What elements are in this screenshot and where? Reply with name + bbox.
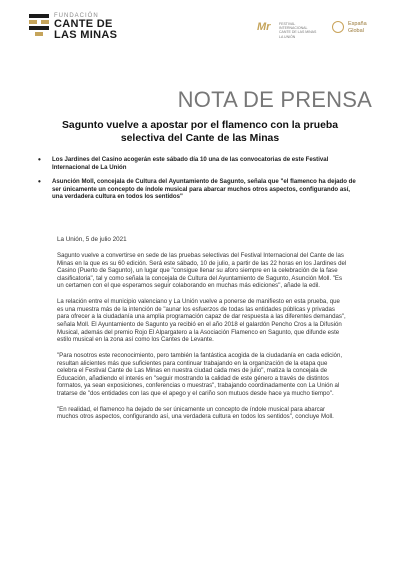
body-paragraph: "En realidad, el flamenco ha dejado de ser únicamente un concepto de índole musical para abarcar muchos otros aspectos, configurando así, una verdadera cultura en todos los sentidos", concluye Moll. <box>57 405 334 421</box>
logo-big-text-2: LAS MINAS <box>54 29 118 41</box>
festival-logo-line: LA UNIÓN <box>279 34 296 39</box>
body-paragraph: "Para nosotros este reconocimiento, pero también la fantástica acogida de la ciudadanía en cada edición, resultan alicientes más que suficientes para continuar trabajando en la organización de la etapa que celebra el Festival Cante de Las Minas en nuestra ciudad cada mes de julio", matiza la concejala de Educación, añadiendo el interés en "seguir mostrando la calidad de este género a través de distintos formatos, ya sean exposiciones, conferencias o muestras", trabajando coordinadamente con La Unión al tratarse de "dos entidades con las que el apego y el cariño son mutuos desde hace ya mucho tiempo". <box>57 351 343 397</box>
espana-global-line: España <box>348 21 367 27</box>
festival-logo-icon: Mr <box>257 21 271 33</box>
festival-logo-line: CANTE DE LAS MINAS <box>279 30 317 35</box>
festival-logo <box>257 19 317 41</box>
headline: Sagunto vuelve a apostar por el flamenco con la prueba selectiva del Cante de las Minas <box>61 120 338 144</box>
espana-global-logo <box>332 19 382 41</box>
press-release-title: NOTA DE PRENSA <box>177 87 372 112</box>
summary-bullets <box>38 156 358 208</box>
body-paragraph: La relación entre el municipio valenciano y La Unión vuelve a ponerse de manifiesto en esta prueba, que es una muestra más de la intención de "aunar los esfuerzos de todas las entidades públicas y privadas para ofrecer a la ciudadanía una amplia programación capaz de dar respuesta a las diferentes demandas", señala Moll. El Ayuntamiento de Sagunto ya recibió en el año 2018 el galardón Pencho Cros a la Difusión Musical, además del premio Rojo El Alpargatero a la Asociación Flamenco en Sagunto, que difunde este estilo musical en la zona así como los Cantes de Levante. <box>57 298 346 344</box>
espana-global-line: Global <box>348 27 364 34</box>
fundacion-logo-text <box>54 13 117 41</box>
header <box>0 0 400 50</box>
festival-logo-line: FESTIVAL INTERNACIONAL <box>279 22 308 31</box>
body-text <box>57 252 347 429</box>
bullet-item: • Los Jardines del Casino acogerán este sábado día 10 una de las convocatorias de este Festival Internacional de La Unión <box>38 156 358 171</box>
logo-big-text-1: CANTE DE <box>54 18 113 30</box>
bullet-item: • Asunción Moll, concejala de Cultura del Ayuntamiento de Sagunto, señala que "el flamenco ha dejado de ser únicamente un concepto de índole musical para abarcar muchos otros aspectos, configurando así, una verdadera cultura en todos los sentidos" <box>38 178 358 201</box>
body-paragraph: Sagunto vuelve a convertirse en sede de las pruebas selectivas del Festival Internacional del Cante de las Minas en la que es su 60 edición. Será este sábado, 10 de julio, a partir de las 22 horas en los Jardines del Casino (Puerto de Sagunto), un lugar que "consigue llenar su aforo siempre en la celebración de la fase clasificatoria", tal y como señala la concejala de Cultura del Ayuntamiento de Sagunto, Asunción Moll. "Es un certamen con el que esperamos seguir colaborando en muchas más ediciones", añade la edil. <box>57 252 347 290</box>
espana-global-icon <box>332 21 344 33</box>
logo-small-text: FUNDACIÓN <box>54 13 99 19</box>
dateline: La Unión, 5 de julio 2021 <box>57 236 127 243</box>
fundacion-logo-icon <box>29 14 49 36</box>
